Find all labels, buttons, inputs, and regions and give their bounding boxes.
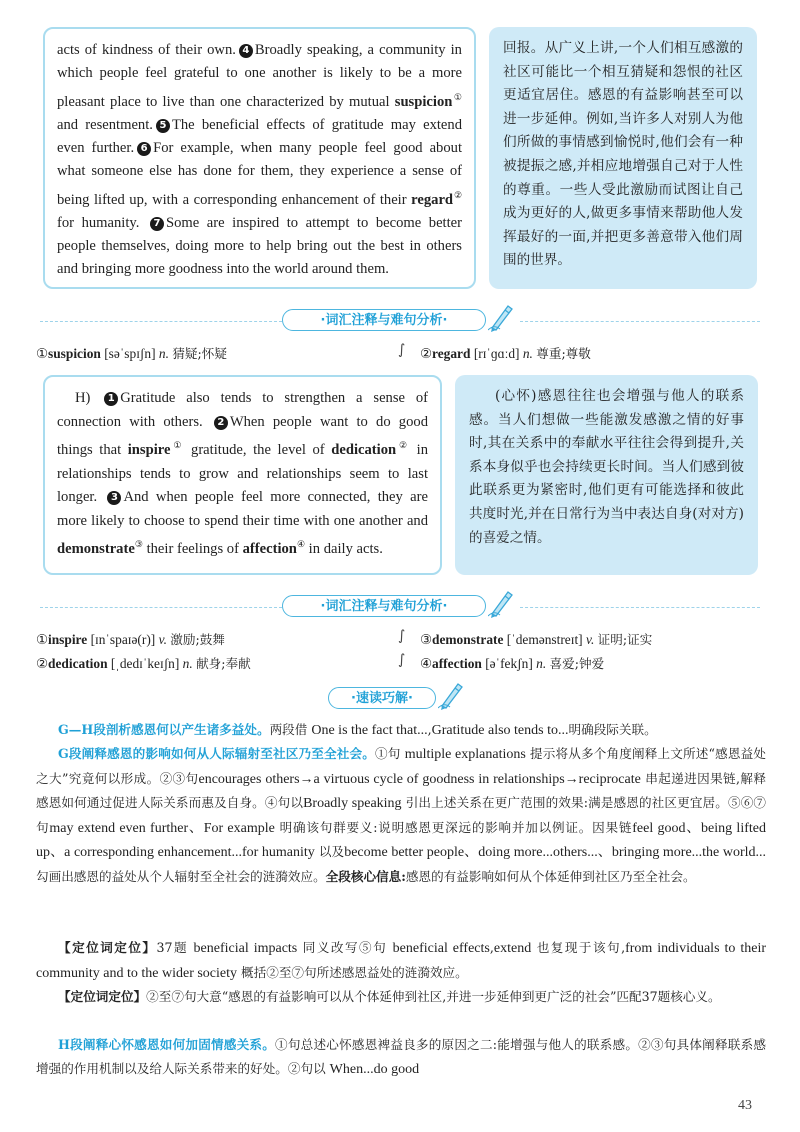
banner-title: ·词汇注释与难句分析·: [282, 309, 486, 331]
pen-icon: [488, 588, 514, 618]
translation-text: 回报。从广义上讲,一个人们相互感激的社区可能比一个相互猜疑和怨恨的社区更适宜居住。感恩的有益影响甚至可以进一步延伸。例如,当许多人对别人为他们所做的事情感到愉悦时,他们会有一种被提振之感,并相应地增强自己对于人性的尊重。一些人受此激励而试图让自己成为更好的人,做更多事情来帮助他人发挥最好的一面,并把更多善意带入他们周围的世界。: [503, 40, 743, 269]
passage-text: gratitude, the level of: [191, 442, 325, 459]
passage-text: in: [308, 541, 321, 558]
analysis-paragraph-locate-1: 【定位词定位】37题 beneficial impacts 同义改写⑤句 beneficial effects,extend 也复现于该句,from individuals to their community and to the wider society 概括②至⑦句所述感恩益处的涟漪效应。: [36, 940, 767, 981]
passage-text: Gratitude also tends to strengthen a sense of: [120, 390, 428, 406]
passage-text: The beneficial effects: [171, 116, 306, 133]
passage-text: Some are inspired to attempt to become better people: [57, 214, 462, 255]
passage-text: in: [416, 442, 429, 459]
sentence-number-6: 6: [137, 142, 151, 156]
passage-text: and bringing more goodness into the world around them.: [57, 261, 389, 278]
sentence-number-5: 5: [156, 119, 170, 133]
sentence-number-2: 2: [214, 416, 228, 430]
vocab-banner-1: [0, 308, 800, 334]
analysis-paragraph-locate-2: 【定位词定位】②至⑦句大意“感恩的有益影响可以从个体延伸到社区,并进一步延伸到更广泛的社会”匹配37题核心义。: [58, 989, 721, 1004]
separator-icon: ∫: [398, 342, 406, 358]
passage-text: connection with others.: [57, 413, 203, 430]
vocab-banner-2: [0, 594, 800, 620]
passage-text: another and: [359, 512, 429, 529]
vocab-entry-demonstrate: ③demonstrate [ˈdemənstreɪt] v. 证明;证实: [420, 632, 653, 647]
passage-text: community in which people feel grateful to one another is: [57, 42, 462, 82]
passage-g-translation-box: [489, 27, 757, 289]
passage-text: corresponding enhancement of their: [193, 191, 407, 208]
pen-icon: [438, 680, 464, 710]
sentence-number-7: 7: [150, 217, 164, 231]
passage-text: And when people feel more connected, they: [123, 489, 403, 506]
sentence-number-3: 3: [107, 491, 121, 505]
passage-h-translation-box: [455, 375, 758, 575]
vocab-word-suspicion: suspicion: [394, 93, 453, 110]
passage-text: longer.: [57, 489, 98, 506]
separator-icon: ∫: [398, 628, 406, 644]
passage-text: For example, when: [153, 140, 273, 157]
speed-reading-banner: [0, 686, 800, 712]
vocab-word-regard: regard: [411, 191, 454, 208]
passage-text: are more likely to choose to spend their time with one: [57, 489, 428, 529]
vocab-word-demonstrate: demonstrate: [57, 541, 135, 558]
passage-text: things that: [57, 442, 122, 459]
paragraph-label: H): [75, 390, 91, 406]
separator-icon: ∫: [398, 652, 406, 668]
sentence-number-1: 1: [104, 392, 118, 406]
passage-text: many people feel good about what someone else has done for: [57, 140, 462, 180]
banner-title: ·词汇注释与难句分析·: [282, 595, 486, 617]
vocab-entry-inspire: ①inspire [ɪnˈspaɪə(r)] v. 激励;鼓舞: [36, 632, 225, 647]
passage-text: acts of kindness of their own.: [57, 42, 236, 58]
vocab-entry-regard: ②regard [rɪˈɡɑːd] n. 尊重;尊敬: [420, 346, 591, 361]
analysis-paragraph-g: G段阐释感恩的影响如何从人际辐射至社区乃至全社会。①句 multiple explanations 提示将从多个角度阐释上文所述“感恩益处之大”究竟何以形成。②③句encourages others→a virtuous cycle of goodness in relationships→reciprocate 串起递进因果链,解释感恩如何通过促进人际关系而惠及自身。④句以Broadly speaking 引出上述关系在更广范围的效果:满是感恩的社区更宜居。⑤⑥⑦句may extend even further、For example 明确该句群要义:说明感恩更深远的影响并加以例证。因果链feel good、being lifted up、a corresponding enhancement...for humanity 以及become better people、doing more...others...、bringing more...the world... 勾画出感恩的益处从个人辐射至全社会的涟漪效应。全段核心信息:感恩的有益影响如何从个体延伸到社区乃至全社会。: [36, 746, 767, 884]
banner-title: ·速读巧解·: [328, 687, 436, 709]
passage-text: their feelings of: [146, 541, 239, 558]
vocab-entry-dedication: ②dedication [ˌdedɪˈkeɪʃn] n. 献身;奉献: [36, 656, 251, 671]
vocab-word-dedication: dedication: [331, 442, 397, 459]
passage-text: Broadly speaking, a: [254, 42, 375, 58]
analysis-paragraph-h: H段阐释心怀感恩如何加固情感关系。①句总述心怀感恩裨益良多的原因之二:能增强与他人的联系感。②③句具体阐释联系感增强的作用机制以及给人际关系带来的好处。②句以 When...do good: [36, 1037, 766, 1077]
passage-text: by mutual: [329, 93, 390, 110]
sentence-number-4: 4: [239, 44, 253, 58]
passage-g-english-box: acts of kindness of their own. 4 Broadly speaking, a community in which people feel grateful to one another is likely to be a more pleasant place to live than one characterized by mutual suspicion① and resentment. 5 The beneficial effects of gratitude may extend even further. 6 For example, when many people feel good about what someone else has done for them, they experience a sense of being lifted up, with a corresponding enhancement of their regard② for humanity. 7 Some are inspired to attempt to become better people themselves, doing more to help bring out the best in others and bringing more goodness into the world around them.: [43, 27, 476, 289]
passage-text: When people want to do good: [229, 413, 428, 430]
vocab-entry-affection: ④affection [əˈfekʃn] n. 喜爱;钟爱: [420, 656, 605, 671]
passage-text: for humanity.: [57, 214, 140, 231]
passage-text: daily acts.: [323, 541, 383, 558]
passage-text: relationships tends to grow and relationships seem to last: [57, 465, 428, 482]
passage-text: themselves, doing more to help bring out the best in others: [101, 238, 462, 255]
vocab-word-affection: affection: [242, 541, 297, 558]
passage-text: of gratitude may extend even further.: [57, 116, 462, 157]
page-number: 43: [738, 1098, 752, 1113]
passage-text: and resentment.: [57, 116, 153, 133]
vocab-word-inspire: inspire: [127, 442, 171, 459]
analysis-paragraph-overview: G—H段剖析感恩何以产生诸多益处。两段借 One is the fact that...,Gratitude also tends to...明确段际关联。: [58, 722, 657, 738]
passage-h-english-box: H) 1 Gratitude also tends to strengthen a sense of connection with others. 2 When people want to do good things that inspire① gratitude, the level of dedication② in relationships tends to grow and relationships seem to last longer. 3 And when people feel more connected, they are more likely to choose to spend their time with one another and demonstrate③ their feelings of affection④ in daily acts.: [43, 375, 442, 575]
passage-text: them, they experience a sense of being lifted up, with a: [57, 163, 462, 208]
translation-text: (心怀)感恩往往也会增强与他人的联系感。当人们想做一些能激发感激之情的好事时,其在关系中的奉献水平往往会得到提升,关系本身似乎也会持续更长时间。当人们感到彼此联系更为紧密时,他们更有可能选择和彼此共度时光,并在日常行为当中表达自身(对对方)的喜爱之情。: [469, 388, 744, 546]
pen-icon: [488, 302, 514, 332]
passage-text: likely to be a more pleasant place to live than one characterized: [57, 65, 462, 110]
vocab-entry-suspicion: ①suspicion [səˈspɪʃn] n. 猜疑;怀疑: [36, 346, 227, 361]
